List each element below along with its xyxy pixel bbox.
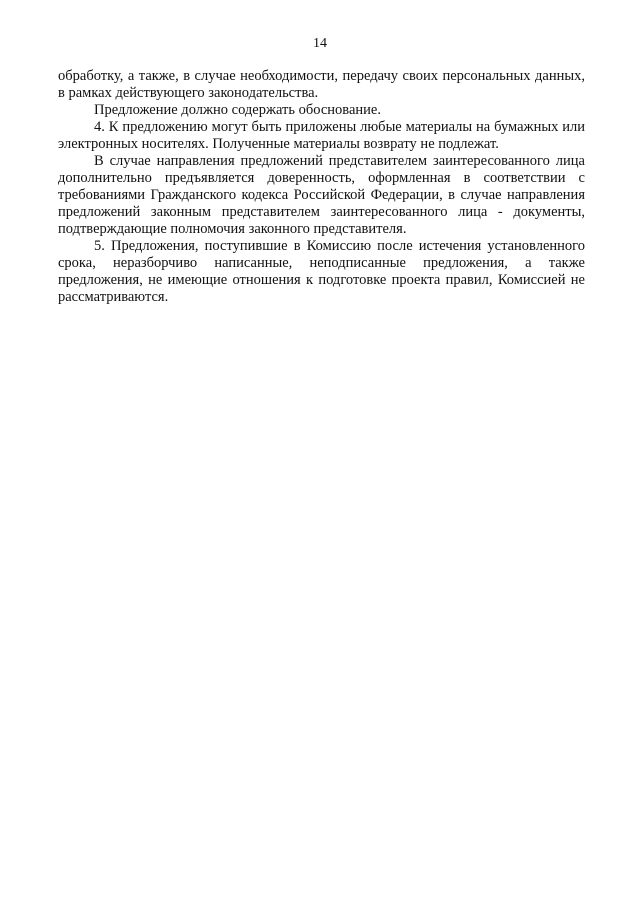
page-number: 14	[313, 36, 327, 51]
document-body	[58, 68, 585, 306]
paragraph-1: обработку, а также, в случае необходимости, передачу своих персональных данных, в рамках действующего законодательства.	[58, 68, 585, 101]
paragraph-4: В случае направления предложений представителем заинтересованного лица дополнительно предъявляется доверенность, оформленная в соответствии с требованиями Гражданского кодекса Российской Федерации, в случае направления предложений законным представителем заинтересованного лица - документы, подтверждающие полномочия законного представителя.	[58, 153, 585, 237]
paragraph-3: 4. К предложению могут быть приложены любые материалы на бумажных или электронных носителях. Полученные материалы возврату не подлежат.	[58, 119, 585, 152]
paragraph-5: 5. Предложения, поступившие в Комиссию после истечения установленного срока, неразборчиво написанные, неподписанные предложения, а также предложения, не имеющие отношения к подготовке проекта правил, Комиссией не рассматриваются.	[58, 238, 585, 305]
paragraph-2: Предложение должно содержать обоснование.	[94, 102, 381, 118]
